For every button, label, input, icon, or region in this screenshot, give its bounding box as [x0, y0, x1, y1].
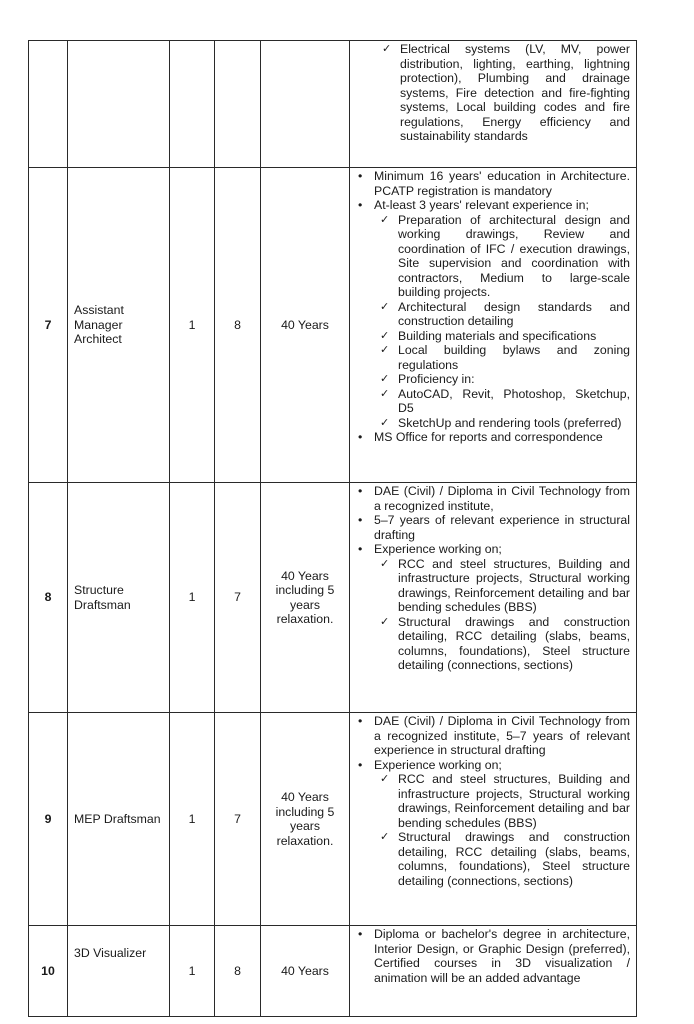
requirements-cell [350, 41, 637, 168]
requirements-cell [350, 926, 637, 1017]
bullet-text: At-least 3 years' relevant experience in; [374, 198, 589, 212]
check-item: ✓ Preparation of architectural design and working drawings, Review and coordination of IFC / execution drawings, Site supervision and coordination with contractors, Medium to large-scale building projects. [374, 213, 630, 300]
bullet-item: • 5–7 years of relevant experience in structural drafting [354, 513, 630, 542]
table-row [29, 926, 637, 1017]
vacancy-count-cell [170, 41, 215, 168]
bullet-item: • DAE (Civil) / Diploma in Civil Technology from a recognized institute, 5–7 years of relevant experience in structural drafting [354, 714, 630, 758]
grade-cell [215, 41, 261, 168]
table-row [29, 41, 637, 168]
serial-number-cell: 7 [29, 168, 68, 483]
requirements-list [354, 714, 630, 888]
requirements-list [354, 484, 630, 673]
post-name-cell: 3D Visualizer [68, 926, 170, 1017]
check-item: ✓ Architectural design standards and construction detailing [374, 300, 630, 329]
bullet-item [354, 758, 630, 889]
serial-number-cell: 8 [29, 483, 68, 713]
check-list [374, 557, 630, 673]
age-limit-cell: 40 Years [261, 926, 350, 1017]
check-list [374, 213, 630, 431]
vacancy-count-cell: 1 [170, 713, 215, 926]
vacancy-count-cell: 1 [170, 926, 215, 1017]
check-item: ✓ Structural drawings and construction detailing, RCC detailing (slabs, beams, columns, foundations), Steel structure detailing (connections, sections) [374, 830, 630, 888]
requirements-check-list [376, 42, 630, 144]
age-limit-cell: 40 Years including 5 years relaxation. [261, 713, 350, 926]
check-item: ✓ Structural drawings and construction detailing, RCC detailing (slabs, beams, columns, foundations), Steel structure detailing (connections, sections) [374, 615, 630, 673]
age-limit-cell: 40 Years including 5 years relaxation. [261, 483, 350, 713]
requirements-cell [350, 713, 637, 926]
grade-cell: 8 [215, 168, 261, 483]
requirements-list [354, 927, 630, 985]
bullet-item: • Diploma or bachelor's degree in architecture, Interior Design, or Graphic Design (preferred), Certified courses in 3D visualization / animation will be an added advantage [354, 927, 630, 985]
job-positions-table [28, 40, 637, 1017]
requirements-cell [350, 168, 637, 483]
vacancy-count-cell: 1 [170, 168, 215, 483]
post-name-cell: Structure Draftsman [68, 483, 170, 713]
grade-cell: 7 [215, 713, 261, 926]
check-item: ✓ Local building bylaws and zoning regulations [374, 343, 630, 372]
bullet-text: Experience working on; [374, 542, 502, 556]
vacancy-count-cell: 1 [170, 483, 215, 713]
check-list [374, 772, 630, 888]
table-row [29, 168, 637, 483]
check-item: ✓ Electrical systems (LV, MV, power distribution, lighting, earthing, lightning protection), Plumbing and drainage systems, Fire detection and fire-fighting systems, Local building codes and fire regulations, Energy efficiency and sustainability standards [376, 42, 630, 144]
check-item: ✓ SketchUp and rendering tools (preferred) [374, 416, 630, 431]
age-limit-cell: 40 Years [261, 168, 350, 483]
age-limit-cell [261, 41, 350, 168]
post-name-cell: Assistant Manager Architect [68, 168, 170, 483]
serial-number-cell: 9 [29, 713, 68, 926]
post-name-cell: MEP Draftsman [68, 713, 170, 926]
check-item: ✓ RCC and steel structures, Building and infrastructure projects, Structural working drawings, Reinforcement detailing and bar bending schedules (BBS) [374, 772, 630, 830]
requirements-list [354, 169, 630, 445]
grade-cell: 7 [215, 483, 261, 713]
bullet-item [354, 542, 630, 673]
table-row [29, 483, 637, 713]
grade-cell: 8 [215, 926, 261, 1017]
check-item: ✓ AutoCAD, Revit, Photoshop, Sketchup, D5 [374, 387, 630, 416]
serial-number-cell [29, 41, 68, 168]
check-item: ✓ RCC and steel structures, Building and infrastructure projects, Structural working drawings, Reinforcement detailing and bar bending schedules (BBS) [374, 557, 630, 615]
bullet-item: • DAE (Civil) / Diploma in Civil Technology from a recognized institute, [354, 484, 630, 513]
table-row [29, 713, 637, 926]
bullet-item [354, 198, 630, 430]
check-item: ✓ Building materials and specifications [374, 329, 630, 344]
bullet-text: Experience working on; [374, 757, 502, 772]
bullet-item: • MS Office for reports and correspondence [354, 430, 630, 445]
check-item: ✓ Proficiency in: [374, 372, 630, 387]
post-name-cell [68, 41, 170, 168]
bullet-item: • Minimum 16 years' education in Architecture. PCATP registration is mandatory [354, 169, 630, 198]
requirements-cell [350, 483, 637, 713]
serial-number-cell: 10 [29, 926, 68, 1017]
